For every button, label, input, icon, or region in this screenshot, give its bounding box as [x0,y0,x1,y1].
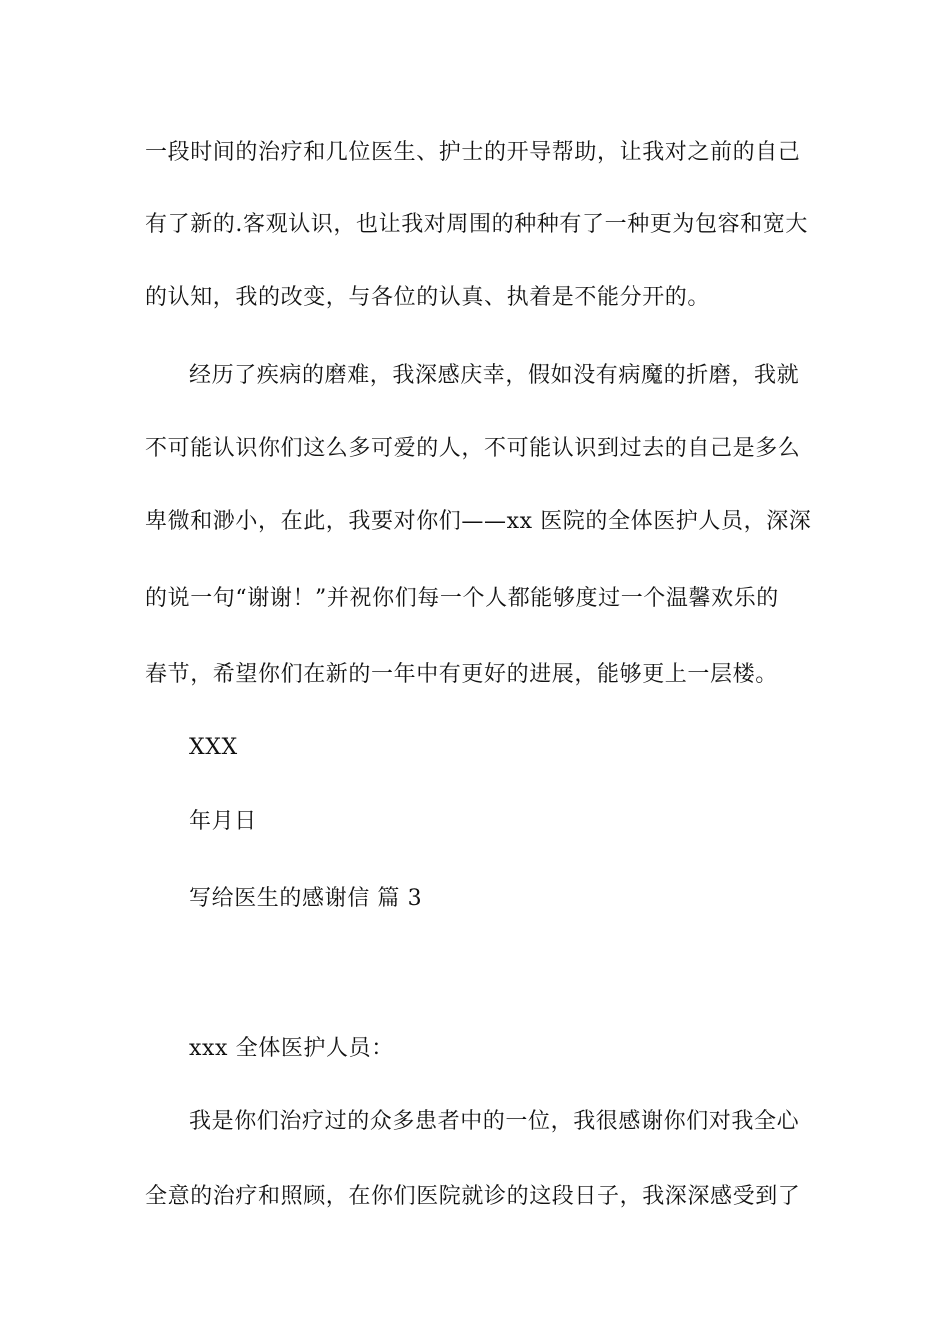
paragraph-3-line-2: 全意的治疗和照顾，在你们医院就诊的这段日子，我深深感受到了 [145,1184,801,1209]
paragraph-2-line-5: 春节，希望你们在新的一年中有更好的进展，能够更上一层楼。 [145,662,778,687]
date-line: 年月日 [189,809,257,834]
paragraph-3-line-1: 我是你们治疗过的众多患者中的一位，我很感谢你们对我全心 [189,1109,800,1134]
paragraph-1-line-3: 的认知，我的改变，与各位的认真、执着是不能分开的。 [145,285,711,310]
paragraph-2-line-1: 经历了疾病的磨难，我深感庆幸，假如没有病魔的折磨，我就 [189,363,800,388]
salutation: xxx 全体医护人员： [189,1036,394,1061]
paragraph-2-line-4: 的说一句“谢谢！”并祝你们每一个人都能够度过一个温馨欢乐的 [145,586,779,611]
paragraph-2-line-2: 不可能认识你们这么多可爱的人，不可能认识到过去的自己是多么 [145,436,801,461]
signature: XXX [189,735,238,760]
section-title: 写给医生的感谢信 篇 3 [189,886,423,911]
paragraph-1-line-1: 一段时间的治疗和几位医生、护士的开导帮助，让我对之前的自己 [145,140,801,165]
paragraph-2-line-3: 卑微和渺小，在此，我要对你们——xx 医院的全体医护人员，深深 [145,509,812,534]
paragraph-1-line-2: 有了新的.客观认识，也让我对周围的种种有了一种更为包容和宽大 [145,212,808,237]
